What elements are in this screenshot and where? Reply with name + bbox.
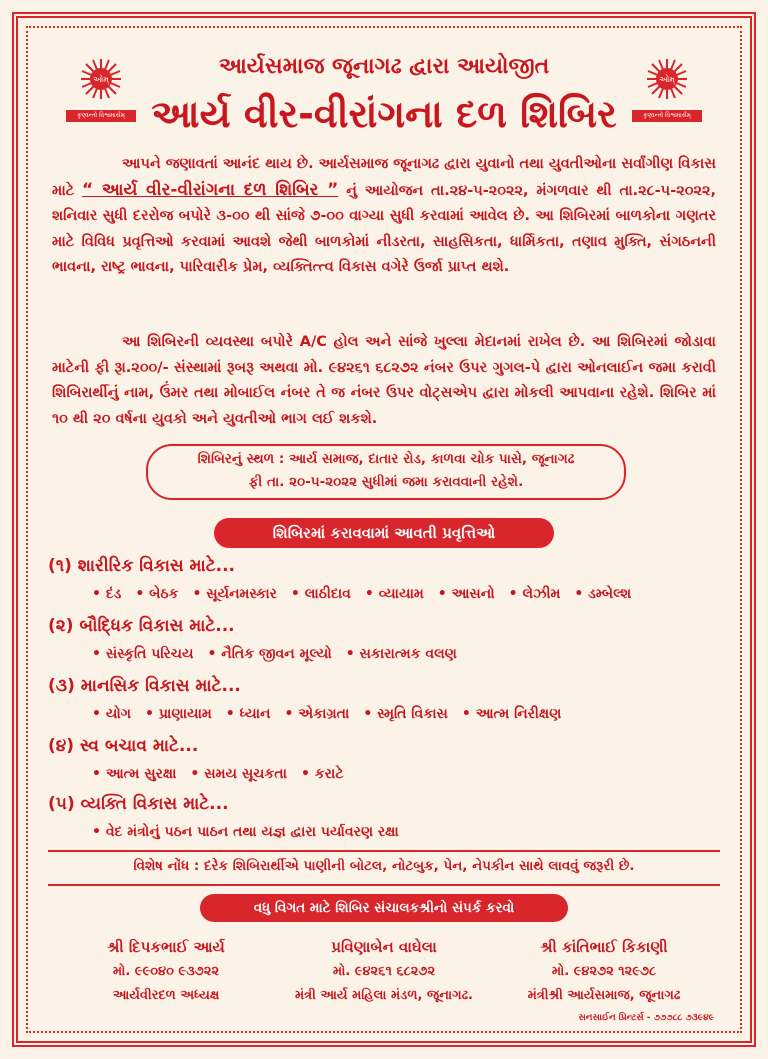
- contact-role: મંત્રીશ્રી આર્યસમાજ, જૂનાગઢ: [527, 988, 681, 1003]
- list-item: • આસનો: [438, 586, 495, 602]
- activity-list: [92, 766, 357, 782]
- venue-box: [146, 444, 626, 500]
- contact-heading: વધુ વિગત માટે શિબિર સંચાલકશ્રીનો સંપર્ક કરવો: [200, 894, 568, 922]
- contact-phone: મો. ૯૪૨૬૧ ૬૮૨૭૨: [332, 964, 436, 979]
- list-item: • યોગ: [92, 706, 131, 722]
- intro-text-a: આપને જણાવતાં આનંદ થાય છે. આર્યસમાજ જૂનાગઢ દ્વારા યુવાનો તથા યુવતીઓના સર્વાંગીણ વિકાસ માટે: [52, 156, 716, 199]
- list-item: • વેદ મંત્રોનું પઠન પાઠન તથા યજ્ઞ દ્વારા પર્યાવરણ રક્ષા: [92, 824, 399, 840]
- list-item: • સંસ્કૃતિ પરિચય: [92, 646, 193, 662]
- section-heading: (૧) શારીરિક વિકાસ માટે...: [48, 556, 235, 576]
- divider: [48, 884, 720, 886]
- list-item: • પ્રાણાયામ: [145, 706, 212, 722]
- list-item: • કરાટે: [301, 766, 344, 782]
- contact-card: [56, 934, 276, 1008]
- activity-list: [92, 646, 471, 662]
- emblem-caption: કૃણ્વન્તો વિશ્વમાર્યમ્: [66, 110, 136, 122]
- printer-credit: સનસાઈન પ્રિન્ટર્સ - ૭૭૭૮૮ ૭૩૯૪૯: [578, 1013, 714, 1023]
- list-item: • સ્મૃતિ વિકાસ: [363, 706, 448, 722]
- list-item: • લાઠીદાવ: [291, 586, 351, 602]
- activities-heading: શિબિરમાં કરાવવામાં આવતી પ્રવૃત્તિઓ: [214, 518, 554, 548]
- section-heading: (૫) વ્યક્તિ વિકાસ માટે...: [48, 794, 229, 814]
- contact-phone: મો. ૯૯૦૪૦ ૯૩૭૨૨: [112, 964, 220, 979]
- contact-name: શ્રી કાંતિભાઈ કિકાણી: [540, 938, 668, 956]
- contact-role: આર્યવીરદળ અધ્યક્ષ: [112, 988, 220, 1003]
- organizer-line: આર્યસમાજ જૂનાગઢ દ્વારા આયોજીત: [218, 54, 550, 79]
- emblem-label: ઓમ્: [93, 75, 109, 84]
- list-item: • નૈતિક જીવન મૂલ્યો: [207, 646, 331, 662]
- emblem-label: ઓમ્: [659, 75, 675, 84]
- list-item: • લેઝીમ: [509, 586, 561, 602]
- venue-line: શિબિરનું સ્થળ : આર્ય સમાજ, દાતાર રોડ, કાળવા ચોક પાસે, જૂનાગઢ: [197, 451, 575, 467]
- list-item: • ધ્યાન: [226, 706, 271, 722]
- list-item: • આત્મ સુરક્ષા: [92, 766, 176, 782]
- intro-paragraph-1: [52, 152, 716, 281]
- contact-card: [494, 934, 714, 1008]
- section-heading: (૪) સ્વ બચાવ માટે...: [48, 736, 199, 756]
- list-item: • આત્મ નિરીક્ષણ: [462, 706, 561, 722]
- list-item: • સમય સૂચકતા: [190, 766, 287, 782]
- list-item: • સૂર્યનમસ્કાર: [192, 586, 276, 602]
- list-item: • સકારાત્મક વલણ: [346, 646, 457, 662]
- intro-paragraph-2: આ શિબિરની વ્યવસ્થા બપોરે A/C હોલ અને સાંજે ખુલ્લા મેદાનમાં રાખેલ છે. આ શિબિરમાં જોડાવા માટેની ફી રૂા.૨૦૦/- સંસ્થામાં રૂબરૂ અથવા મો. ૯૪૨૬૧ ૬૮૨૭૨ નંબર ઉપર ગુગલ-પે દ્વારા ઓનલાઈન જમા કરાવી શિબિરાર્થીનું નામ, ઉંમર તથા મોબાઈલ નંબર તે જ નંબર ઉપર વોટ્સએપ દ્વારા મોકલી આપવાના રહેશે. શિબિર માં ૧૦ થી ૨૦ વર્ષના યુવકો અને યુવતીઓ ભાગ લઈ શકશે.: [52, 334, 716, 427]
- intro-highlight: “ આર્ય વીર-વીરાંગના દળ શિબિર ”: [82, 179, 339, 200]
- list-item: • એકાગ્રતા: [284, 706, 349, 722]
- list-item: • બેઠક: [135, 586, 178, 602]
- divider: [48, 850, 720, 852]
- activity-list: [92, 706, 575, 722]
- list-item: • ડમ્બેલ્શ: [574, 586, 631, 602]
- contact-card: [274, 934, 494, 1008]
- page-title: આર્ય વીર-વીરાંગના દળ શિબિર: [151, 92, 617, 136]
- list-item: • વ્યાયામ: [365, 586, 424, 602]
- activity-list: [92, 586, 645, 602]
- fee-deadline: ફી તા. ૨૦-૫-૨૦૨૨ સુધીમાં જમા કરાવવાની રહેશે.: [248, 474, 524, 490]
- activity-list: [92, 824, 413, 840]
- special-note: વિશેષ નોંધ : દરેક શિબિરાર્થીએ પાણીની બોટલ, નોટબુક, પેન, નેપકીન સાથે લાવવું જરૂરી છે.: [133, 858, 635, 874]
- contact-name: પ્રવિણાબેન વાઘેલા: [331, 938, 437, 956]
- intro-text-b: નું આયોજન તા.૨૪-૫-૨૦૨૨, મંગળવાર થી તા.૨૮-૫-૨૦૨૨, શનિવાર સુધી દરરોજ બપોરે ૩-૦૦ થી સાંજે ૭-૦૦ વાગ્યા સુધી કરવામાં આવેલ છે. આ શિબિરમાં બાળકોના ગણતર માટે વિવિધ પ્રવૃત્તિઓ કરવામાં આવશે જેથી બાળકોમાં નીડરતા, સાહસિકતા, ધાર્મિકતા, તણાવ મુક્તિ, સંગઠનની ભાવના, રાષ્ટ્ર ભાવના, પારિવારીક પ્રેમ, વ્યક્તિત્ત્વ વિકાસ વગેરે ઉર્જા પ્રાપ્ત થશે.: [52, 182, 716, 275]
- section-heading: (૩) માનસિક વિકાસ માટે...: [48, 676, 241, 696]
- emblem-caption: કૃણ્વન્તો વિશ્વમાર્યમ્: [632, 110, 702, 122]
- contact-role: મંત્રી આર્ય મહિલા મંડળ, જૂનાગઢ.: [294, 988, 473, 1003]
- contact-phone: મો. ૯૪૨૭૨ ૧૨૯૭૮: [551, 964, 657, 979]
- list-item: • દંડ: [92, 586, 121, 602]
- contact-name: શ્રી દિપકભાઈ આર્ય: [107, 938, 225, 956]
- section-heading: (૨) બૌદ્ધિક વિકાસ માટે...: [48, 616, 235, 636]
